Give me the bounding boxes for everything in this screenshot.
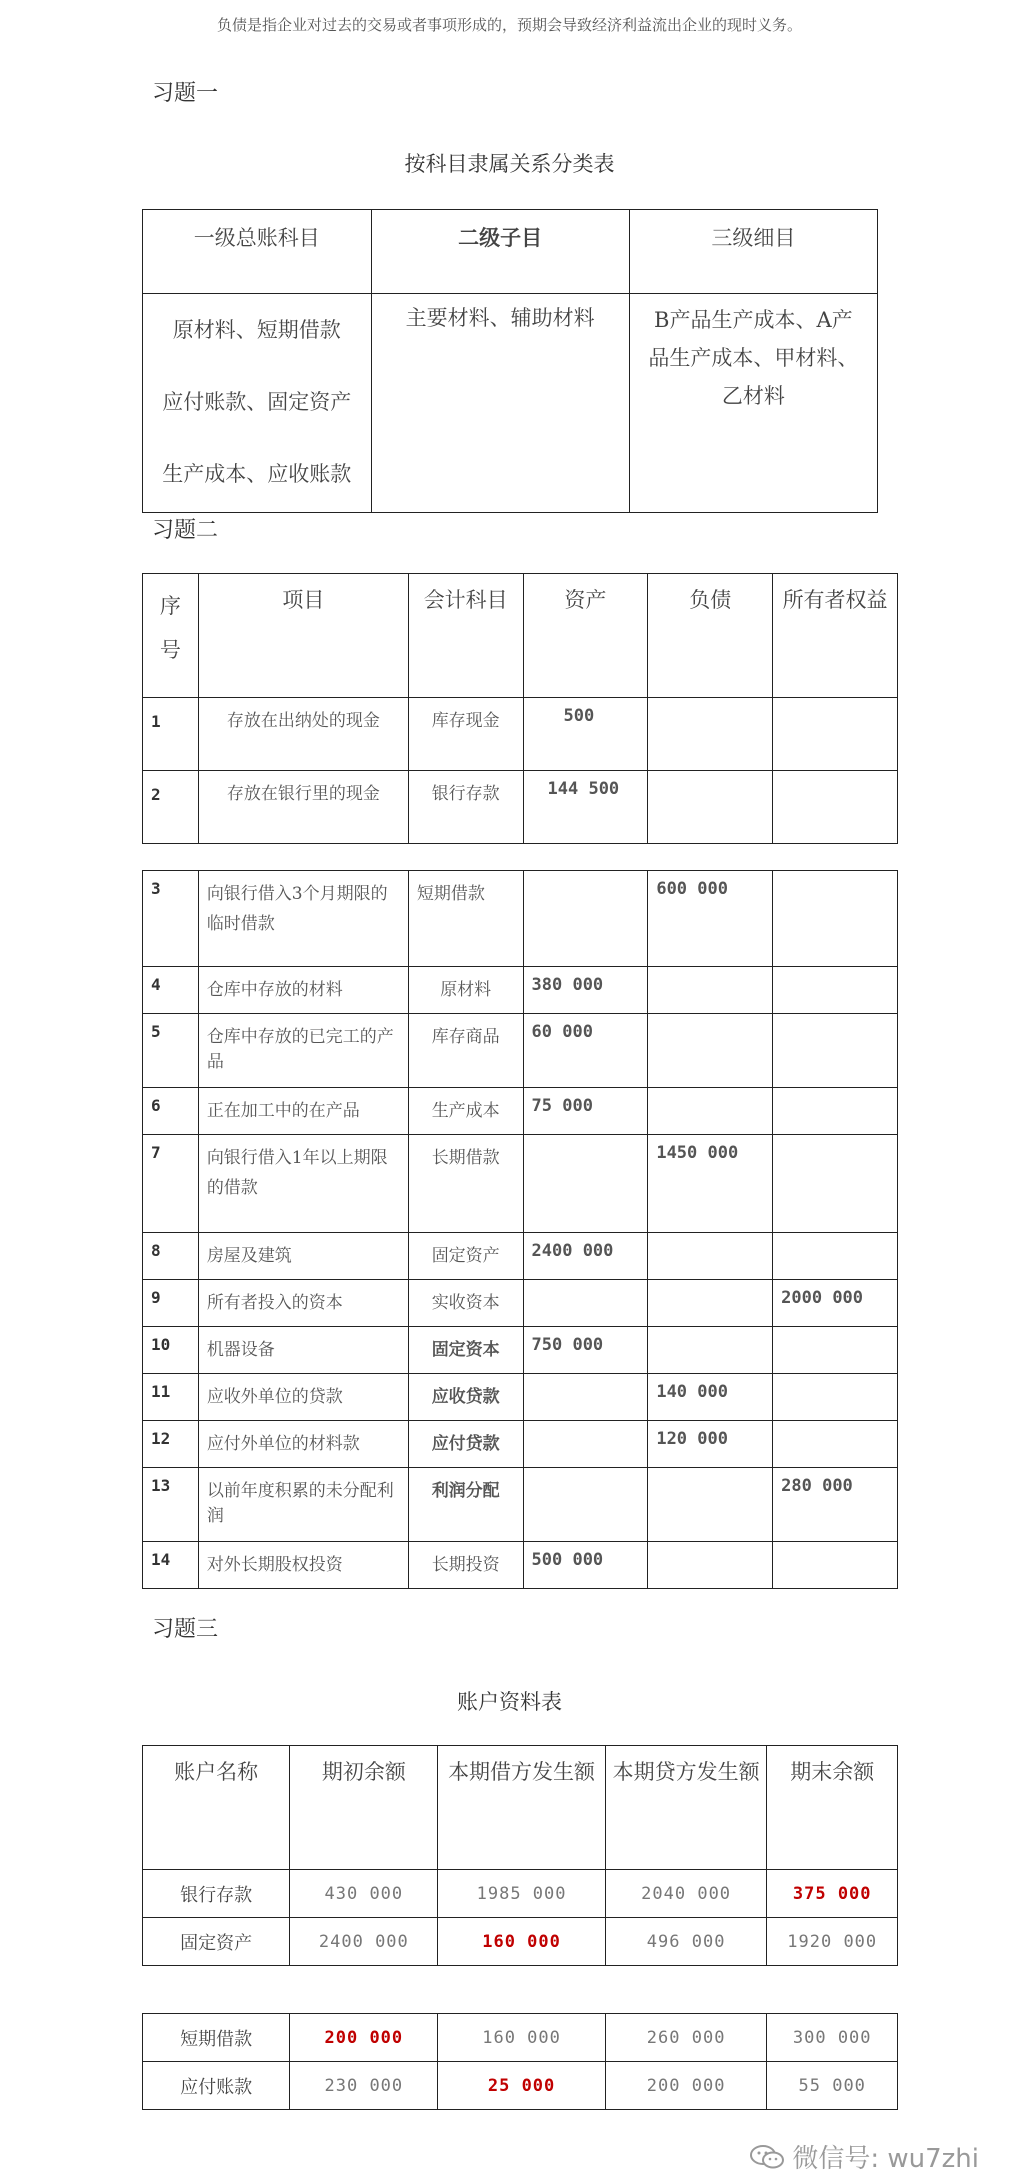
row-equity [773,1421,898,1468]
header-debit: 本期借方发生额 [438,1746,605,1870]
row-debit: 25 000 [438,2062,605,2110]
row-item: 仓库中存放的已完工的产品 [198,1014,408,1088]
row-account-name: 银行存款 [143,1870,290,1918]
row-equity [773,1088,898,1135]
row-item: 存放在出纳处的现金 [198,698,408,771]
row-seq: 9 [143,1280,199,1327]
level-3-cell [629,294,877,513]
row-account: 库存现金 [408,698,523,771]
header-level-2: 二级子目 [371,210,629,294]
row-liability [648,1233,773,1280]
intro-text: 负债是指企业对过去的交易或者事项形成的，预期会导致经济利益流出企业的现时义务。 [216,16,802,34]
row-seq: 3 [143,871,199,967]
row-account-name: 应付账款 [143,2062,290,2110]
header-account-name: 账户名称 [143,1746,290,1870]
row-account: 长期借款 [408,1135,523,1233]
level-1-line: 生产成本、应收账款 [162,462,352,486]
header-level-3: 三级细目 [629,210,877,294]
wechat-icon [750,2144,784,2170]
row-seq: 6 [143,1088,199,1135]
row-liability: 120 000 [648,1421,773,1468]
table-row [143,1468,898,1542]
level-3-line: 乙材料 [721,383,785,408]
table-row [143,1233,898,1280]
table-row [143,2014,898,2062]
table-row [143,1542,898,1589]
table-gap [143,1966,898,2014]
row-debit: 1985 000 [438,1870,605,1918]
row-opening: 2400 000 [290,1918,438,1966]
row-asset [523,871,648,967]
row-account: 固定资产 [408,1233,523,1280]
level-3-line: 品生产成本、甲材料、 [648,345,859,370]
row-item: 向银行借入3个月期限的临时借款 [198,871,408,967]
row-asset [523,1421,648,1468]
row-item: 存放在银行里的现金 [198,771,408,844]
asset-classification-table-part-2 [142,870,898,1589]
row-credit: 260 000 [605,2014,767,2062]
row-item: 所有者投入的资本 [198,1280,408,1327]
row-equity: 2000 000 [773,1280,898,1327]
row-credit: 200 000 [605,2062,767,2110]
exercise-1-caption: 按科目隶属关系分类表 [404,152,615,176]
row-equity [773,1327,898,1374]
row-liability: 1450 000 [648,1135,773,1233]
row-opening: 200 000 [290,2014,438,2062]
asset-classification-table-part-1 [142,573,898,844]
row-asset [523,1280,648,1327]
row-liability: 600 000 [648,871,773,967]
row-account: 长期投资 [408,1542,523,1589]
row-account: 生产成本 [408,1088,523,1135]
table-row [143,2062,898,2110]
row-seq: 8 [143,1233,199,1280]
row-asset: 380 000 [523,967,648,1014]
row-liability: 140 000 [648,1374,773,1421]
row-closing: 55 000 [767,2062,898,2110]
header-level-1: 一级总账科目 [143,210,372,294]
row-asset: 500 000 [523,1542,648,1589]
level-1-line: 应付账款、固定资产 [162,390,352,414]
exercise-3-caption: 账户资料表 [457,1690,562,1714]
header-equity: 所有者权益 [773,574,898,698]
row-seq: 14 [143,1542,199,1589]
row-account: 应收贷款 [408,1374,523,1421]
row-item: 向银行借入1年以上期限的借款 [198,1135,408,1233]
row-equity [773,698,898,771]
exercise-1-heading: 习题一 [152,81,219,106]
row-item: 房屋及建筑 [198,1233,408,1280]
level-1-cell [143,294,372,513]
row-opening: 230 000 [290,2062,438,2110]
row-seq: 5 [143,1014,199,1088]
row-item: 对外长期股权投资 [198,1542,408,1589]
table-row [143,771,898,844]
row-liability [648,1014,773,1088]
row-debit: 160 000 [438,1918,605,1966]
row-account: 实收资本 [408,1280,523,1327]
row-credit: 496 000 [605,1918,767,1966]
level-1-line: 原材料、短期借款 [172,318,341,342]
table-row [143,871,898,967]
row-seq: 1 [143,698,199,771]
row-liability [648,1468,773,1542]
row-item: 应收外单位的贷款 [198,1374,408,1421]
row-opening: 430 000 [290,1870,438,1918]
row-seq: 10 [143,1327,199,1374]
row-asset: 144 500 [523,771,648,844]
level-2-cell: 主要材料、辅助材料 [371,294,629,513]
row-asset: 500 [523,698,648,771]
header-closing-balance: 期末余额 [767,1746,898,1870]
row-equity [773,871,898,967]
row-item: 应付外单位的材料款 [198,1421,408,1468]
row-equity [773,1233,898,1280]
row-account: 原材料 [408,967,523,1014]
row-liability [648,967,773,1014]
row-asset: 750 000 [523,1327,648,1374]
row-account-name: 固定资产 [143,1918,290,1966]
header-liability: 负债 [648,574,773,698]
table-row [143,1374,898,1421]
table-row [143,1135,898,1233]
row-liability [648,1280,773,1327]
row-equity [773,1014,898,1088]
level-3-line: B产品生产成本、A产 [654,308,853,332]
row-liability [648,771,773,844]
header-item: 项目 [198,574,408,698]
row-seq: 11 [143,1374,199,1421]
table-row [143,1088,898,1135]
row-equity [773,1135,898,1233]
table-row [143,967,898,1014]
row-item: 机器设备 [198,1327,408,1374]
row-seq: 2 [143,771,199,844]
header-asset: 资产 [523,574,648,698]
row-account-name: 短期借款 [143,2014,290,2062]
row-asset: 2400 000 [523,1233,648,1280]
account-data-table [142,1745,898,2110]
row-closing: 1920 000 [767,1918,898,1966]
row-equity [773,771,898,844]
table-row [143,1421,898,1468]
row-equity: 280 000 [773,1468,898,1542]
row-equity [773,967,898,1014]
row-account: 利润分配 [408,1468,523,1542]
row-equity [773,1374,898,1421]
row-asset: 60 000 [523,1014,648,1088]
row-seq: 13 [143,1468,199,1542]
row-liability [648,698,773,771]
row-account: 固定资本 [408,1327,523,1374]
header-account: 会计科目 [408,574,523,698]
row-debit: 160 000 [438,2014,605,2062]
watermark-text: 微信号: wu7zhi [792,2144,979,2174]
wechat-watermark [750,2138,979,2175]
row-item: 以前年度积累的未分配利润 [198,1468,408,1542]
table-row [143,1014,898,1088]
row-asset: 75 000 [523,1088,648,1135]
exercise-3-heading: 习题三 [152,1617,219,1642]
row-account: 应付贷款 [408,1421,523,1468]
row-liability [648,1542,773,1589]
row-liability [648,1327,773,1374]
exercise-2-heading: 习题二 [152,518,219,543]
row-liability [648,1088,773,1135]
header-credit: 本期贷方发生额 [605,1746,767,1870]
header-seq: 序号 [143,574,199,698]
row-account: 短期借款 [408,871,523,967]
row-closing: 375 000 [767,1870,898,1918]
table-row [143,1870,898,1918]
row-account: 银行存款 [408,771,523,844]
table-row [143,698,898,771]
row-asset [523,1468,648,1542]
row-item: 仓库中存放的材料 [198,967,408,1014]
row-credit: 2040 000 [605,1870,767,1918]
row-seq: 12 [143,1421,199,1468]
table-row [143,1327,898,1374]
table-row [143,1918,898,1966]
table-row [143,1280,898,1327]
row-account: 库存商品 [408,1014,523,1088]
row-seq: 4 [143,967,199,1014]
row-item: 正在加工中的在产品 [198,1088,408,1135]
header-opening-balance: 期初余额 [290,1746,438,1870]
row-equity [773,1542,898,1589]
classification-table [142,209,878,513]
row-asset [523,1374,648,1421]
row-seq: 7 [143,1135,199,1233]
row-asset [523,1135,648,1233]
row-closing: 300 000 [767,2014,898,2062]
